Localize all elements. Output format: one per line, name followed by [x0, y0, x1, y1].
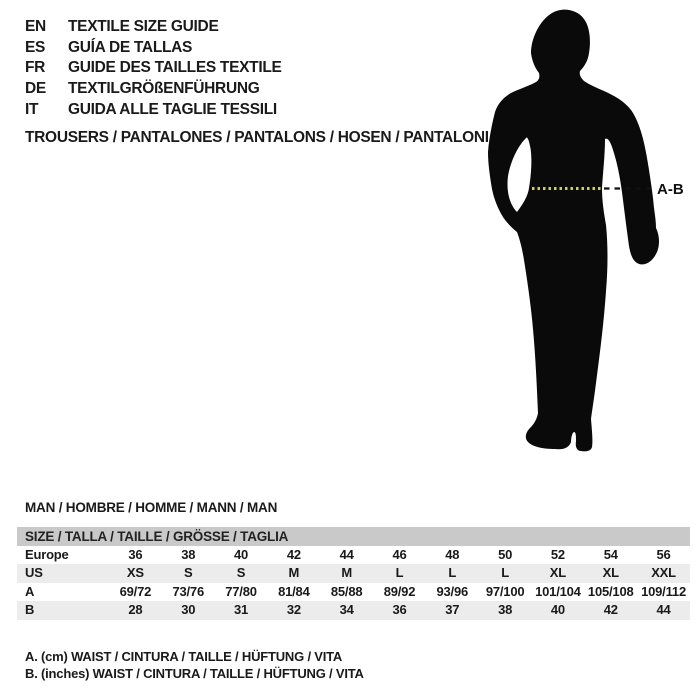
table-cell: 31 [234, 602, 249, 618]
table-cell: 44 [339, 547, 354, 562]
language-code: DE [25, 80, 46, 98]
table-cell: 46 [392, 547, 407, 562]
table-cell: XS [126, 565, 144, 581]
language-row-fr [25, 58, 282, 79]
table-cell: 36 [392, 602, 407, 618]
table-cell: 73/76 [172, 583, 204, 599]
row-label: A [25, 583, 35, 599]
table-cell: 52 [550, 547, 565, 562]
language-row-de [25, 79, 282, 100]
table-cell: 36 [128, 547, 143, 562]
table-cell: 44 [656, 602, 671, 618]
section-title-man: MAN / HOMBRE / HOMME / MANN / MAN [25, 500, 278, 515]
table-cell: 38 [498, 602, 513, 618]
table-row-a-cm [17, 583, 690, 601]
language-title: GUIDA ALLE TAGLIE TESSILI [68, 100, 277, 118]
table-cell: M [288, 565, 300, 581]
table-cell: 93/96 [436, 583, 469, 599]
garment-title: TROUSERS / PANTALONES / PANTALONS / HOSEN / PANTALONI [25, 129, 489, 146]
table-cell: XL [602, 565, 619, 581]
language-code: IT [25, 100, 39, 118]
table-cell: S [183, 565, 193, 581]
legend-line-b: B. (inches) WAIST / CINTURA / TAILLE / HÜFTUNG / VITA [25, 666, 364, 682]
table-row-europe [17, 546, 690, 564]
table-cell: 40 [234, 547, 249, 562]
language-title: TEXTILGRÖßENFÜHRUNG [68, 80, 260, 98]
row-label: Europe [25, 547, 69, 562]
table-cell: 42 [286, 547, 301, 562]
table-cell: 37 [445, 602, 460, 618]
table-cell: 50 [498, 547, 513, 562]
table-cell: XXL [651, 565, 676, 581]
table-cell: 97/100 [485, 583, 525, 599]
table-cell: 109/112 [641, 583, 686, 599]
man-silhouette [488, 10, 659, 452]
table-cell: 85/88 [330, 583, 363, 599]
man-silhouette-figure [440, 0, 700, 465]
table-cell: 32 [286, 602, 301, 618]
table-cell: L [501, 565, 509, 581]
waist-measure-label: A-B [657, 181, 684, 198]
size-table-header: SIZE / TALLA / TAILLE / GRÖSSE / TAGLIA [17, 527, 690, 546]
language-title: GUIDE DES TAILLES TEXTILE [68, 59, 282, 77]
table-cell: 56 [656, 547, 671, 562]
table-cell: 81/84 [278, 583, 310, 599]
table-cell: 42 [603, 602, 618, 618]
table-cell: M [341, 565, 352, 581]
size-table [17, 527, 690, 620]
table-cell: 77/80 [225, 583, 257, 599]
language-code: EN [25, 18, 46, 35]
language-row-en [25, 17, 282, 38]
language-code: FR [25, 59, 46, 77]
table-cell: XL [549, 565, 567, 581]
table-cell: 105/108 [587, 583, 634, 599]
row-label: US [25, 565, 43, 581]
language-title: TEXTILE SIZE GUIDE [68, 18, 219, 35]
table-cell: L [395, 565, 404, 581]
table-row-b-inches [17, 601, 690, 619]
table-cell: 34 [339, 602, 354, 618]
table-cell: 89/92 [383, 583, 416, 599]
language-row-es [25, 38, 282, 59]
table-row-us [17, 564, 690, 582]
language-row-it [25, 100, 282, 121]
measure-legend [25, 648, 364, 683]
language-code: ES [25, 38, 46, 56]
table-cell: 38 [181, 547, 196, 562]
table-cell: 48 [445, 547, 460, 562]
table-cell: 40 [550, 602, 565, 618]
table-cell: 28 [128, 602, 143, 618]
legend-line-a: A. (cm) WAIST / CINTURA / TAILLE / HÜFTUNG / VITA [25, 649, 343, 664]
table-cell: L [448, 565, 457, 581]
language-title-list [25, 17, 282, 120]
table-cell: S [236, 565, 246, 581]
language-title: GUÍA DE TALLAS [68, 38, 193, 56]
table-cell: 101/104 [535, 583, 581, 599]
table-cell: 54 [603, 547, 618, 562]
table-cell: 69/72 [119, 583, 152, 599]
row-label: B [25, 602, 35, 618]
table-cell: 30 [181, 602, 196, 618]
